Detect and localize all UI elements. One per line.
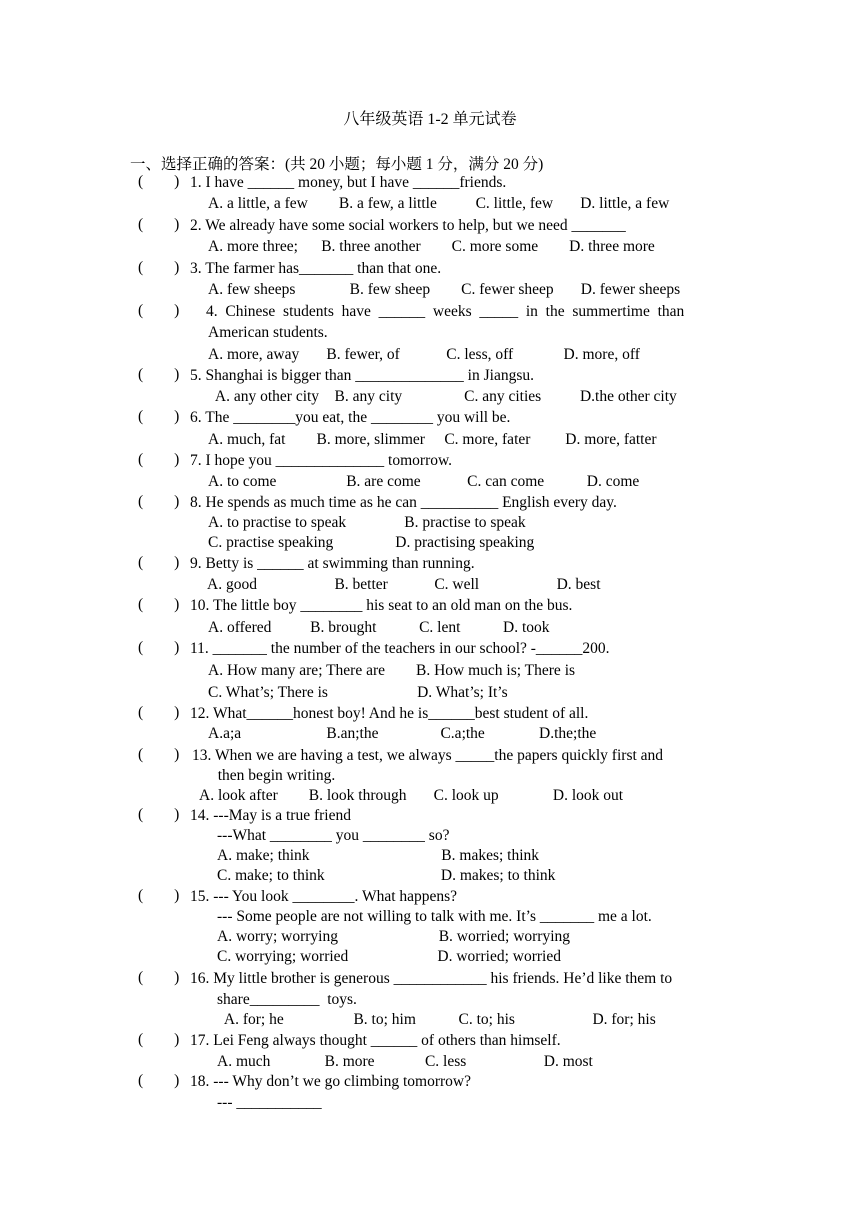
question-stem: 9. Betty is ______ at swimming than running. — [190, 555, 475, 572]
question-options: A. offered B. brought C. lent D. took — [208, 619, 550, 636]
question-stem: 10. The little boy ________ his seat to an old man on the bus. — [190, 597, 573, 614]
answer-blank: ( ) — [138, 1072, 180, 1089]
question-stem: 14. ---May is a true friend — [190, 807, 351, 824]
question-options: A. more, away B. fewer, of C. less, off D. more, off — [208, 346, 640, 363]
question-stem: 4. Chinese students have ______ weeks _____ in the summertime than — [206, 303, 685, 320]
question-stem: 8. He spends as much time as he can __________ English every day. — [190, 494, 617, 511]
question-options: A. to practise to speak B. practise to speak — [208, 514, 526, 531]
answer-blank: ( ) — [138, 969, 180, 986]
question-options: A. any other city B. any city C. any cities D.the other city — [208, 388, 677, 405]
answer-blank: ( ) — [138, 746, 180, 763]
question-stem: 17. Lei Feng always thought ______ of others than himself. — [190, 1032, 561, 1049]
question-options: A. a little, a few B. a few, a little C. little, few D. little, a few — [208, 195, 670, 212]
question-stem: 13. When we are having a test, we always _____the papers quickly first and — [192, 747, 664, 764]
question-options: A. few sheeps B. few sheep C. fewer sheep D. fewer sheeps — [208, 281, 681, 298]
answer-blank: ( ) — [138, 259, 180, 276]
question-options: ---What ________ you ________ so? — [217, 827, 450, 844]
question-options: A.a;a B.an;the C.a;the D.the;the — [208, 725, 597, 742]
answer-blank: ( ) — [138, 704, 180, 721]
section-heading: 一、选择正确的答案：(共 20 小题；每小题 1 分，满分 20 分) — [130, 156, 544, 173]
question-options: A. much, fat B. more, slimmer C. more, fater D. more, fatter — [208, 431, 657, 448]
question-options: A. more three; B. three another C. more some D. three more — [208, 238, 655, 255]
question-stem: 2. We already have some social workers to help, but we need _______ — [190, 217, 626, 234]
question-stem: 6. The ________you eat, the ________ you will be. — [190, 409, 511, 426]
question-stem: 7. I hope you ______________ tomorrow. — [190, 452, 453, 469]
question-options: --- Some people are not willing to talk with me. It’s _______ me a lot. — [217, 908, 652, 925]
answer-blank: ( ) — [138, 806, 180, 823]
page-title: 八年级英语 1-2 单元试卷 — [343, 111, 517, 128]
answer-blank: ( ) — [138, 493, 180, 510]
answer-blank: ( ) — [138, 302, 180, 319]
question-options: C. What’s; There is D. What’s; It’s — [208, 684, 508, 701]
question-options: A. for; he B. to; him C. to; his D. for; his — [217, 1011, 656, 1028]
question-stem: 11. _______ the number of the teachers in our school? -______200. — [190, 640, 610, 657]
question-options: A. much B. more C. less D. most — [217, 1053, 593, 1070]
question-options: A. good B. better C. well D. best — [207, 576, 601, 593]
question-options: C. practise speaking D. practising speaking — [208, 534, 535, 551]
answer-blank: ( ) — [138, 216, 180, 233]
question-options: A. worry; worrying B. worried; worrying — [217, 928, 571, 945]
question-options: share_________ toys. — [217, 991, 357, 1008]
question-options: C. worrying; worried D. worried; worried — [217, 948, 561, 965]
question-stem: 18. --- Why don’t we go climbing tomorrow? — [190, 1073, 471, 1090]
question-stem: 16. My little brother is generous ____________ his friends. He’d like them to — [190, 970, 673, 987]
question-options: A. How many are; There are B. How much is; There is — [208, 662, 576, 679]
question-options: C. make; to think D. makes; to think — [217, 867, 556, 884]
answer-blank: ( ) — [138, 639, 180, 656]
answer-blank: ( ) — [138, 554, 180, 571]
answer-blank: ( ) — [138, 366, 180, 383]
question-options: A. to come B. are come C. can come D. come — [208, 473, 640, 490]
question-stem: 15. --- You look ________. What happens? — [190, 888, 458, 905]
question-stem: 1. I have ______ money, but I have ______friends. — [190, 174, 507, 191]
question-options: A. make; think B. makes; think — [217, 847, 540, 864]
question-options: --- ___________ — [217, 1094, 322, 1111]
question-options: American students. — [208, 324, 328, 341]
question-options: then begin writing. — [210, 767, 336, 784]
question-stem: 12. What______honest boy! And he is______best student of all. — [190, 705, 589, 722]
answer-blank: ( ) — [138, 1031, 180, 1048]
answer-blank: ( ) — [138, 887, 180, 904]
answer-blank: ( ) — [138, 596, 180, 613]
answer-blank: ( ) — [138, 173, 180, 190]
question-stem: 5. Shanghai is bigger than ______________ in Jiangsu. — [190, 367, 534, 384]
answer-blank: ( ) — [138, 408, 180, 425]
question-options: A. look after B. look through C. look up D. look out — [199, 787, 624, 804]
question-stem: 3. The farmer has_______ than that one. — [190, 260, 442, 277]
answer-blank: ( ) — [138, 451, 180, 468]
